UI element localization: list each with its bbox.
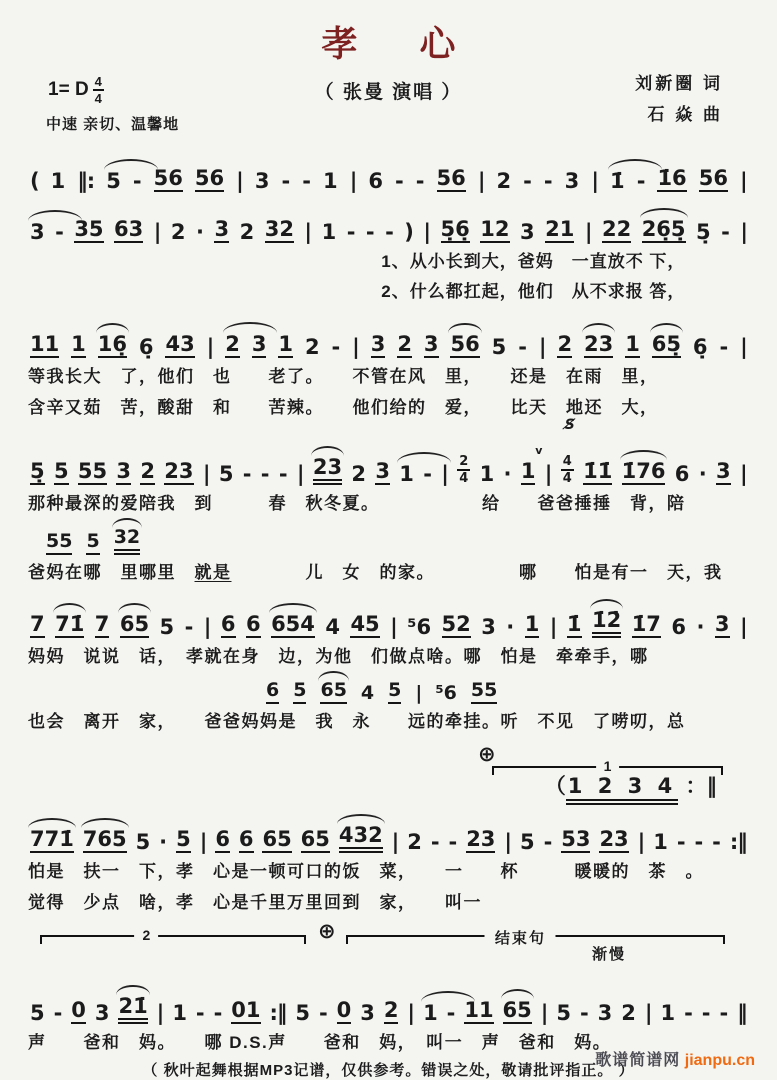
note-token: 3 bbox=[519, 220, 535, 245]
note-token: 5 bbox=[106, 169, 121, 193]
note-token: 56 bbox=[437, 167, 466, 192]
note-token: ( bbox=[30, 169, 39, 193]
note-token: 3 bbox=[30, 220, 45, 245]
note-token: | bbox=[441, 461, 448, 486]
composer-credit: 石 焱 曲 bbox=[647, 104, 723, 124]
note-token: 2 bbox=[496, 169, 512, 193]
note-token: 45 bbox=[350, 613, 379, 638]
note-token: 5 bbox=[176, 828, 191, 853]
note-token: - bbox=[523, 169, 532, 193]
note-token: 3 bbox=[481, 614, 496, 639]
note-token: | bbox=[540, 1000, 548, 1025]
note-token: - bbox=[281, 169, 291, 193]
note-token: 55 bbox=[78, 460, 107, 485]
note-token: - bbox=[260, 461, 270, 486]
note-token: 5̣ bbox=[696, 220, 711, 245]
system-5 bbox=[26, 824, 751, 913]
note-token: · bbox=[696, 614, 705, 639]
note-token: | bbox=[739, 614, 747, 639]
note-token: - bbox=[684, 1000, 693, 1025]
note-token: 5 bbox=[491, 334, 507, 359]
note-token: 3 bbox=[214, 218, 229, 243]
note-token: 23 bbox=[164, 460, 193, 485]
note-token: 56 bbox=[699, 167, 728, 192]
note-token: 0 bbox=[71, 999, 86, 1024]
note-token: | bbox=[203, 614, 211, 639]
volta-1-number: 1 bbox=[596, 758, 620, 774]
note-token: | bbox=[739, 169, 747, 193]
note-token: 65 bbox=[262, 828, 291, 853]
note-token: 6 bbox=[266, 681, 279, 704]
note-token: - bbox=[636, 169, 646, 193]
note-token: - bbox=[694, 829, 704, 854]
note-token: 5 bbox=[520, 829, 535, 854]
note-token: | bbox=[584, 220, 592, 245]
note-token: - bbox=[721, 220, 730, 245]
note-token: 5 bbox=[135, 829, 151, 854]
note-token: 23 bbox=[584, 333, 613, 358]
note-token: - bbox=[184, 614, 194, 639]
note-token: 63 bbox=[114, 218, 143, 243]
note-token: 5 bbox=[86, 532, 99, 555]
note-token: 2 bbox=[384, 999, 399, 1024]
note-token: 6 bbox=[674, 461, 690, 486]
note-token: 654 bbox=[271, 613, 315, 638]
system-2 bbox=[26, 333, 751, 418]
note-token: 1 bbox=[278, 333, 293, 358]
note-token: 1̇2̇ bbox=[592, 609, 621, 638]
note-token: 1 bbox=[625, 333, 640, 358]
note-token: 6̣ bbox=[138, 334, 154, 359]
note-token: 5 bbox=[388, 681, 401, 704]
note-token: - bbox=[331, 334, 341, 359]
ending-phrase-bracket bbox=[346, 929, 725, 947]
note-token: 21̇ bbox=[118, 995, 147, 1024]
note-token: 1 bbox=[660, 1000, 676, 1025]
note-token: - bbox=[676, 829, 686, 854]
note-token: 2 bbox=[140, 460, 155, 485]
note-token: · bbox=[698, 461, 707, 486]
note-token: - bbox=[346, 220, 356, 245]
time-signature: $\frac{2}{4}$ bbox=[459, 453, 469, 486]
note-token: | bbox=[477, 169, 485, 193]
note-token: 5̣6̣ bbox=[441, 218, 470, 243]
note-token: 4 bbox=[325, 614, 340, 639]
note-token: 5 bbox=[293, 681, 306, 704]
note-token: 65 bbox=[503, 999, 532, 1024]
note-token: - bbox=[430, 829, 440, 854]
note-token: ) bbox=[404, 220, 413, 245]
system-3 bbox=[26, 416, 751, 583]
note-token: | bbox=[504, 829, 512, 854]
song-title: 孝 心 bbox=[321, 23, 482, 64]
note-token: | bbox=[153, 220, 161, 245]
note-token: - bbox=[543, 169, 553, 193]
note-token: 01 bbox=[231, 999, 260, 1024]
notation-line bbox=[26, 995, 751, 1024]
note-token: 5 bbox=[30, 1000, 45, 1025]
note-token: ‖ bbox=[737, 1000, 747, 1025]
note-token: 5̣ bbox=[30, 460, 45, 485]
note-token: - bbox=[242, 461, 252, 486]
time-signature: $\frac{4}{4}$ bbox=[562, 453, 572, 486]
note-token: · bbox=[159, 829, 168, 854]
note-token: 5 bbox=[295, 1000, 310, 1025]
note-token: 4 bbox=[360, 681, 375, 704]
coda-sign: ⊕ bbox=[318, 919, 336, 943]
note-token: ⁵6 bbox=[435, 681, 457, 704]
verse-repeat-mark bbox=[545, 770, 717, 800]
note-token: - bbox=[518, 334, 527, 359]
note-token: - bbox=[415, 169, 425, 193]
note-token: 53 bbox=[561, 828, 590, 853]
note-token: 3 bbox=[360, 1000, 375, 1025]
site-watermark bbox=[595, 1047, 755, 1070]
notation-line bbox=[26, 416, 751, 486]
note-token: 1 bbox=[423, 1000, 438, 1025]
note-token: | bbox=[304, 220, 312, 245]
note-token: 32 bbox=[114, 528, 140, 555]
ending-bracket-row bbox=[26, 921, 751, 969]
note-token: 32 bbox=[265, 218, 294, 243]
note-token: 52 bbox=[442, 613, 471, 638]
note-token: | bbox=[206, 334, 214, 359]
note-token: 2 bbox=[351, 461, 367, 486]
note-token: 1 bbox=[525, 613, 540, 638]
note-token: - bbox=[132, 169, 142, 193]
note-token: 1̇7 bbox=[632, 613, 661, 638]
lyricist-credit: 刘新圈 词 bbox=[635, 74, 723, 93]
note-token: 71̇ bbox=[55, 613, 84, 638]
note-token: 7 bbox=[30, 613, 45, 638]
note-token: - bbox=[579, 1000, 589, 1025]
note-token: | bbox=[352, 334, 359, 359]
note-token: | bbox=[591, 169, 598, 193]
note-token: 65 bbox=[301, 828, 330, 853]
note-token: - bbox=[423, 461, 432, 486]
note-token: 6 bbox=[246, 613, 261, 638]
note-token: | bbox=[202, 461, 210, 486]
note-token: | bbox=[156, 1000, 164, 1025]
note-token: - bbox=[701, 1000, 711, 1025]
note-token: - bbox=[395, 169, 404, 193]
verse-lyric-line: 1、从小长到大，爸妈 一直放不 下， bbox=[381, 252, 686, 272]
note-token: | bbox=[740, 334, 747, 359]
note-token: 55 bbox=[471, 681, 497, 704]
note-token: - bbox=[195, 1000, 205, 1025]
note-token: 11 bbox=[30, 333, 59, 358]
note-token: 3 bbox=[716, 460, 731, 485]
note-token: ‖: bbox=[77, 169, 95, 193]
note-token: 6 bbox=[368, 169, 384, 193]
note-token: 1 bbox=[321, 220, 337, 245]
note-token: - bbox=[385, 220, 394, 245]
volta-2-bracket bbox=[40, 926, 306, 943]
note-token: :‖ bbox=[269, 1000, 287, 1025]
meter-numerator: 4 bbox=[94, 74, 102, 89]
note-token: 1 bbox=[653, 829, 668, 854]
note-token: 3 bbox=[715, 613, 730, 638]
note-token: | bbox=[390, 614, 397, 639]
note-token: 56 bbox=[195, 167, 224, 192]
note-token: ⁵6 bbox=[407, 614, 432, 639]
note-token: 1 bbox=[50, 169, 66, 193]
note-token: 5 bbox=[159, 614, 175, 639]
note-token: 65 bbox=[320, 681, 346, 704]
note-token: 3 bbox=[597, 1000, 613, 1025]
note-token: 0 bbox=[337, 999, 352, 1024]
watermark-site-link[interactable]: jianpu.cn bbox=[684, 1051, 755, 1069]
note-token: 2 bbox=[304, 334, 320, 359]
note-token: 3 bbox=[116, 460, 131, 485]
verse-numbers: 1 2 3 4 bbox=[566, 774, 678, 805]
ossia-line bbox=[266, 678, 751, 704]
lyric-line: 爸妈在哪 里哪里 就是 儿 女 的家。 哪 怕是有一 天，我 bbox=[28, 562, 723, 582]
ossia-line bbox=[46, 525, 751, 555]
notation-line bbox=[26, 609, 751, 638]
note-token: | bbox=[407, 1000, 415, 1025]
note-token: 65̣ bbox=[652, 333, 681, 358]
note-token: - bbox=[278, 461, 288, 486]
note-token: 3 bbox=[375, 460, 390, 485]
note-token: 5 bbox=[218, 461, 234, 486]
note-token: | bbox=[739, 461, 747, 486]
note-token: | bbox=[538, 334, 546, 359]
note-token: 23 bbox=[313, 456, 342, 485]
note-token: | bbox=[391, 829, 399, 854]
note-token: 7 bbox=[95, 613, 110, 638]
segno-sign: S̸ bbox=[564, 416, 575, 433]
note-token: 2 bbox=[397, 333, 412, 358]
notation-line bbox=[26, 218, 751, 243]
note-token: | bbox=[199, 829, 207, 854]
note-token: | bbox=[349, 169, 357, 193]
note-token: 2 bbox=[170, 220, 186, 245]
note-token: | bbox=[549, 614, 557, 639]
note-token bbox=[561, 416, 575, 486]
lyric-line: 觉得 少点 啥，孝 心是千里万里回到 家， 叫一 bbox=[28, 892, 482, 912]
lyric-line: 怕是 扶一 下，孝 心是一顿可口的饭 菜， 一 杯 暖暖的 茶 。 bbox=[28, 861, 704, 881]
score-header bbox=[26, 69, 751, 141]
note-token bbox=[457, 444, 470, 485]
note-token: 2 bbox=[621, 1000, 636, 1025]
note-token: 3 bbox=[564, 169, 580, 193]
note-token: 35 bbox=[74, 218, 103, 243]
meter-denominator: 4 bbox=[94, 91, 102, 106]
note-token: | bbox=[236, 169, 243, 193]
note-token: | bbox=[637, 829, 645, 854]
note-token: 1̇ bbox=[567, 613, 582, 638]
note-token: 1 bbox=[479, 461, 495, 486]
note-token: 55 bbox=[46, 532, 72, 555]
note-token: - bbox=[213, 1000, 223, 1025]
note-token: | bbox=[423, 220, 431, 245]
ritardando-label: 渐慢 bbox=[592, 945, 627, 963]
note-token: 16̣ bbox=[98, 333, 127, 358]
notation-line bbox=[26, 333, 751, 358]
note-token: 3 bbox=[254, 169, 270, 193]
note-token: 6 bbox=[239, 828, 254, 853]
credits bbox=[635, 69, 723, 130]
verse-lyrics bbox=[381, 247, 751, 307]
note-token: 11 bbox=[464, 999, 493, 1024]
note-token: 6 bbox=[215, 828, 230, 853]
note-token: - bbox=[318, 1000, 328, 1025]
note-token: | bbox=[544, 461, 552, 486]
note-token: · bbox=[196, 220, 204, 245]
transcriber-note: （ 秋叶起舞根据MP3记谱，仅供参考。错误之处，敬请批评指正。 ） bbox=[142, 1061, 635, 1079]
note-token: - bbox=[55, 220, 64, 245]
volta-1-row bbox=[26, 742, 751, 798]
tempo-marking: 中速 亲切、温馨地 bbox=[46, 116, 180, 133]
lyric-line: 也会 离开 家， 爸爸妈妈是 我 永 远的牵挂。听 不见 了唠叨，总 bbox=[28, 711, 686, 731]
lyric-line: 声 爸和 妈。 哪 D.S.声 爸和 妈， 叫一 声 爸和 妈。 bbox=[28, 1032, 612, 1052]
note-token: - bbox=[719, 1000, 729, 1025]
note-token: 432 bbox=[339, 824, 383, 853]
note-token: - bbox=[448, 829, 458, 854]
repeat-end-sign: ：‖ bbox=[685, 773, 717, 798]
note-token: | bbox=[296, 461, 304, 486]
lyric-line: 含辛又茹 苦，酸甜 和 苦辣。 他们给的 爱， 比天 地还 大， bbox=[28, 397, 659, 417]
note-token: 3 bbox=[424, 333, 439, 358]
ending-phrase-label: 结束句 bbox=[485, 927, 556, 948]
system-1 bbox=[26, 167, 751, 307]
coda-sign: ⊕ bbox=[478, 742, 496, 766]
note-token: | bbox=[644, 1000, 652, 1025]
note-token: - bbox=[543, 829, 553, 854]
note-token: 765 bbox=[83, 828, 127, 853]
note-token: 6 bbox=[221, 613, 236, 638]
note-token: 1 v bbox=[521, 460, 536, 485]
lyric-line: 那种最深的爱陪我 到 春 秋冬夏。 给 爸爸捶捶 背，陪 bbox=[28, 493, 686, 513]
note-token: 21 bbox=[545, 218, 574, 243]
note-token: 56 bbox=[450, 333, 479, 358]
note-token: 3 bbox=[94, 1000, 110, 1025]
note-token: 43 bbox=[165, 333, 194, 358]
note-token: - bbox=[712, 829, 721, 854]
note-token: 2 bbox=[239, 220, 255, 245]
note-token: 1 bbox=[323, 169, 338, 193]
note-token: 12 bbox=[480, 218, 509, 243]
system-6 bbox=[26, 995, 751, 1053]
volta-1-bracket bbox=[492, 757, 723, 774]
note-token: - bbox=[446, 1000, 456, 1025]
note-token: 3 bbox=[371, 333, 386, 358]
verse-repeat-open: （ bbox=[544, 773, 566, 798]
note-token: 56 bbox=[154, 167, 183, 192]
notation-line bbox=[26, 167, 751, 192]
note-token: 6 bbox=[671, 614, 686, 639]
performer-line: （ 张曼 演唱 ） bbox=[314, 82, 463, 103]
note-token: 23 bbox=[599, 828, 628, 853]
note-token: - bbox=[719, 334, 729, 359]
note-token: - bbox=[302, 169, 311, 193]
verse-lyric-line: 2、什么都扛起，他们 从不求报 答， bbox=[381, 281, 686, 301]
note-token: 1̇ bbox=[610, 169, 625, 193]
lyric-line: 妈妈 说说 话， 孝就在身 边，为他 们做点啥。哪 怕是 牵牵手，哪 bbox=[28, 646, 649, 666]
note-token: 1 bbox=[172, 1000, 187, 1025]
volta-2-number: 2 bbox=[134, 927, 158, 943]
note-token: 2 bbox=[225, 333, 240, 358]
note-token: 22 bbox=[602, 218, 631, 243]
key-text: 1= D bbox=[48, 79, 89, 100]
note-token: 1̇6 bbox=[657, 167, 686, 192]
note-token: - bbox=[53, 1000, 63, 1025]
note-token: | bbox=[740, 220, 747, 245]
note-token: · bbox=[506, 614, 515, 639]
note-token: :‖ bbox=[729, 829, 747, 854]
note-token: | bbox=[415, 681, 422, 704]
lyric-line: 等我长大 了，他们 也 老了。 不管在风 里， 还是 在雨 里， bbox=[28, 366, 659, 386]
note-token: 1̇1̇ bbox=[583, 460, 612, 485]
note-token: 3 bbox=[252, 333, 267, 358]
note-token: 5 bbox=[556, 1000, 572, 1025]
note-token: 26̣5̣ bbox=[642, 218, 686, 243]
note-token: 5 bbox=[54, 460, 69, 485]
note-token: 771̇ bbox=[30, 828, 74, 853]
note-token: 1 bbox=[399, 461, 414, 486]
note-token: 1̇76 bbox=[622, 460, 666, 485]
watermark-site-name: 歌谱简谱网 bbox=[595, 1051, 681, 1069]
note-token: - bbox=[365, 220, 375, 245]
note-token: 2 bbox=[407, 829, 422, 854]
note-token: 23 bbox=[466, 828, 495, 853]
note-token: 1 bbox=[71, 333, 86, 358]
notation-line bbox=[26, 824, 751, 853]
note-token: 6̣ bbox=[692, 334, 708, 359]
system-4 bbox=[26, 609, 751, 732]
note-token: 2 bbox=[557, 333, 572, 358]
note-token: 65 bbox=[120, 613, 149, 638]
note-token: · bbox=[503, 461, 512, 486]
